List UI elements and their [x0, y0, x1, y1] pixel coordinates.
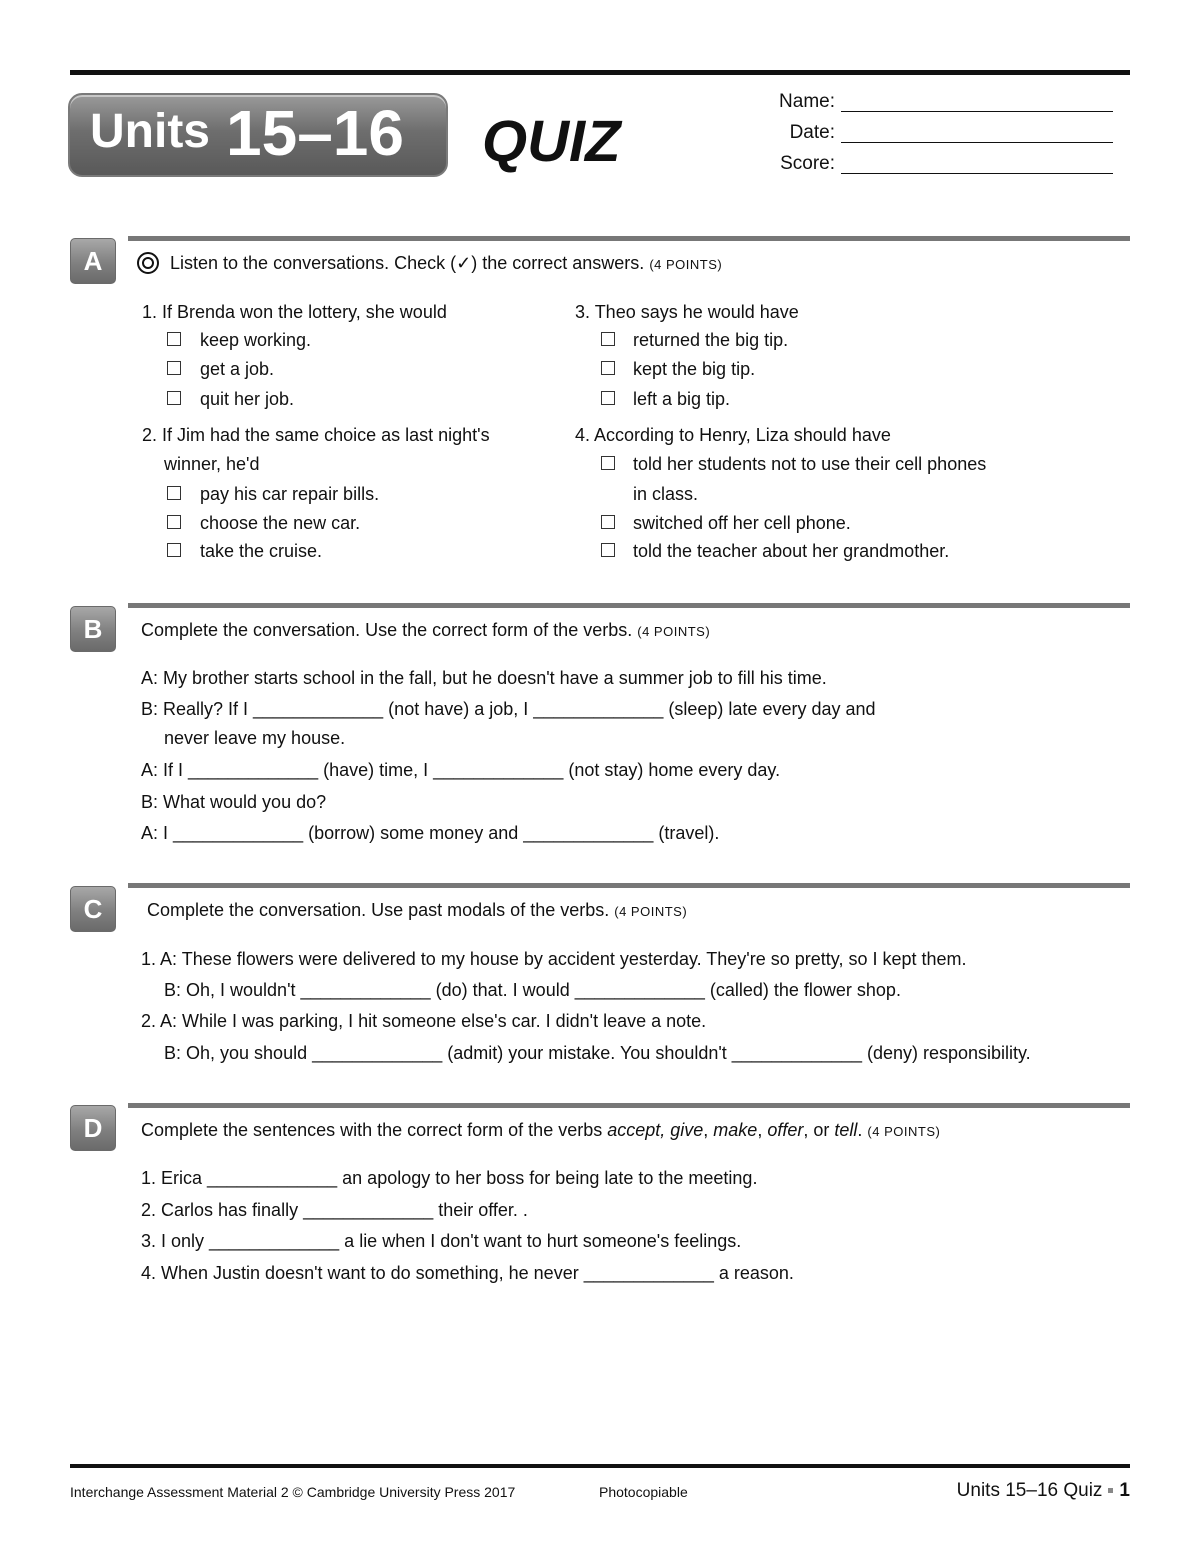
- q1-option-3: quit her job.: [200, 389, 295, 409]
- section-c-points: (4 POINTS): [614, 904, 688, 919]
- sep-3: , or: [803, 1120, 835, 1140]
- b-line-1: A: My brother starts school in the fall, but he doesn't have a summer job to fill his time.: [141, 668, 827, 688]
- date-label: Date:: [789, 122, 835, 143]
- q2-option-1: pay his car repair bills.: [200, 484, 380, 504]
- b-line-4: A: If I _____________ (have) time, I _____________ (not stay) home every day.: [141, 760, 781, 780]
- page-label: Units 15–16 Quiz: [956, 1480, 1103, 1501]
- q2-option-3: take the cruise.: [200, 541, 323, 561]
- checkbox-q1-opt3[interactable]: [167, 391, 181, 405]
- audio-icon[interactable]: [137, 252, 159, 274]
- checkbox-q4-opt2[interactable]: [601, 515, 615, 529]
- sep-2: ,: [757, 1120, 768, 1140]
- q4-option-1-cont: in class.: [633, 484, 699, 504]
- section-d-badge: D: [70, 1105, 116, 1151]
- checkbox-q3-opt3[interactable]: [601, 391, 615, 405]
- section-a-points: (4 POINTS): [649, 257, 723, 272]
- name-label: Name:: [779, 91, 835, 112]
- checkbox-q3-opt2[interactable]: [601, 361, 615, 375]
- q4-option-2: switched off her cell phone.: [633, 513, 851, 533]
- units-word: Units: [90, 105, 210, 158]
- q1-option-1: keep working.: [200, 330, 312, 350]
- c-line-3: 2. A: While I was parking, I hit someone else's car. I didn't leave a note.: [141, 1011, 707, 1031]
- question-2-stem-cont: winner, he'd: [164, 454, 260, 474]
- d-line-1: 1. Erica _____________ an apology to her boss for being late to the meeting.: [141, 1168, 758, 1188]
- q4-option-3: told the teacher about her grandmother.: [633, 541, 950, 561]
- section-d-points: (4 POINTS): [867, 1124, 941, 1139]
- section-b-instruction: [141, 620, 710, 641]
- section-d-instruction: [141, 1120, 940, 1141]
- section-b-badge: B: [70, 606, 116, 652]
- checkbox-q2-opt3[interactable]: [167, 543, 181, 557]
- footer-rule: [70, 1464, 1130, 1468]
- verb-tell: tell: [834, 1120, 858, 1140]
- section-a-rule: [128, 236, 1130, 241]
- page-number: 1: [1119, 1480, 1130, 1501]
- footer-copyright: Interchange Assessment Material 2 © Cambridge University Press 2017: [70, 1484, 516, 1500]
- b-line-5: B: What would you do?: [141, 792, 327, 812]
- section-c-badge: C: [70, 886, 116, 932]
- instruction-end: .: [857, 1120, 863, 1140]
- section-b-instruction-text: Complete the conversation. Use the correct form of the verbs.: [141, 620, 633, 640]
- checkbox-q1-opt2[interactable]: [167, 361, 181, 375]
- b-line-3: never leave my house.: [164, 728, 346, 748]
- q2-option-2: choose the new car.: [200, 513, 361, 533]
- verb-make: make: [713, 1120, 758, 1140]
- b-line-6: A: I _____________ (borrow) some money and _____________ (travel).: [141, 823, 720, 843]
- verb-offer: offer: [767, 1120, 804, 1140]
- checkbox-q3-opt1[interactable]: [601, 332, 615, 346]
- question-1-stem: 1. If Brenda won the lottery, she would: [142, 302, 447, 322]
- checkbox-q2-opt2[interactable]: [167, 515, 181, 529]
- b-line-2: B: Really? If I _____________ (not have) a job, I _____________ (sleep) late every day and: [141, 699, 876, 719]
- checkbox-q4-opt3[interactable]: [601, 543, 615, 557]
- checkbox-q1-opt1[interactable]: [167, 332, 181, 346]
- section-c-instruction-text: Complete the conversation. Use past modals of the verbs.: [147, 900, 610, 920]
- question-2-stem: 2. If Jim had the same choice as last night's: [142, 425, 490, 445]
- d-line-4: 4. When Justin doesn't want to do something, he never _____________ a reason.: [141, 1263, 794, 1283]
- name-field[interactable]: [841, 111, 1113, 112]
- date-field[interactable]: [841, 142, 1113, 143]
- separator-square: [1108, 1488, 1113, 1493]
- question-3-stem: 3. Theo says he would have: [575, 302, 799, 322]
- section-c-instruction: [147, 900, 687, 921]
- score-field[interactable]: [841, 173, 1113, 174]
- verbs-accept-give: accept, give: [607, 1120, 704, 1140]
- section-a-instruction-text: Listen to the conversations. Check (✓) the correct answers.: [170, 253, 645, 273]
- d-line-2: 2. Carlos has finally _____________ their offer. .: [141, 1200, 528, 1220]
- q1-option-2: get a job.: [200, 359, 275, 379]
- units-number: 15–16: [226, 97, 404, 169]
- q3-option-1: returned the big tip.: [633, 330, 789, 350]
- score-label: Score:: [780, 153, 835, 174]
- q4-option-1: told her students not to use their cell phones: [633, 454, 987, 474]
- q3-option-3: left a big tip.: [633, 389, 731, 409]
- section-b-points: (4 POINTS): [637, 624, 711, 639]
- section-c-rule: [128, 883, 1130, 888]
- c-line-1: 1. A: These flowers were delivered to my house by accident yesterday. They're so pretty, so I kept them.: [141, 949, 967, 969]
- section-a-badge: A: [70, 238, 116, 284]
- sep-1: ,: [703, 1120, 714, 1140]
- section-d-rule: [128, 1103, 1130, 1108]
- footer-photocopiable: Photocopiable: [599, 1484, 688, 1500]
- q3-option-2: kept the big tip.: [633, 359, 756, 379]
- d-line-3: 3. I only _____________ a lie when I don't want to hurt someone's feelings.: [141, 1231, 742, 1251]
- c-line-2: B: Oh, I wouldn't _____________ (do) that. I would _____________ (called) the flower shop.: [164, 980, 901, 1000]
- checkbox-q2-opt1[interactable]: [167, 486, 181, 500]
- checkbox-q4-opt1[interactable]: [601, 456, 615, 470]
- c-line-4: B: Oh, you should _____________ (admit) your mistake. You shouldn't _____________ (deny) responsibility.: [164, 1043, 1031, 1063]
- quiz-title: QUIZ: [482, 109, 621, 174]
- section-a-instruction: [170, 253, 722, 274]
- top-rule: [70, 70, 1130, 75]
- section-d-instruction-text: Complete the sentences with the correct form of the verbs: [141, 1120, 608, 1140]
- question-4-stem: 4. According to Henry, Liza should have: [575, 425, 891, 445]
- footer-page-label: [957, 1480, 1130, 1502]
- section-b-rule: [128, 603, 1130, 608]
